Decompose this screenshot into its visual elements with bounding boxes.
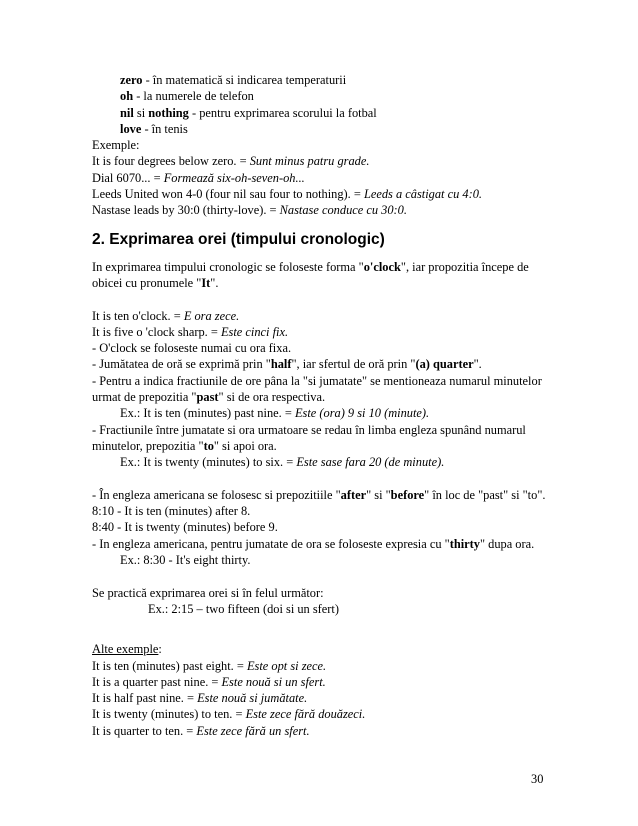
rule-bold: thirty [449, 536, 480, 551]
page-number: 30 [531, 772, 544, 786]
spacer [92, 617, 562, 641]
spacer [92, 568, 562, 584]
example-text: 8:30 - It's eight thirty. [143, 553, 251, 568]
rule-line [92, 536, 562, 552]
us-example: 8:40 - It is twenty (minutes) before 9. [92, 520, 278, 535]
intro-text: ". [210, 275, 219, 290]
rule-line: - O'clock se foloseste numai cu ora fixa. [92, 341, 292, 356]
example-line [92, 308, 562, 324]
term: love [120, 121, 142, 136]
section-heading: 2. Exprimarea orei (timpului cronologic) [92, 230, 385, 248]
example-text: 2:15 – two fifteen (doi si un sfert) [171, 601, 339, 616]
spacer [92, 471, 562, 487]
rule-text: - Pentru a indica fractiunile de ore pâna la "si jumatate" se mentioneaza numarul minutelor urmat de prepozitia " [92, 373, 542, 405]
rule-line [92, 356, 562, 372]
rule-text: " si apoi ora. [213, 438, 277, 453]
rule-bold: (a) quarter [415, 357, 474, 372]
example-ro: Sunt minus patru grade. [249, 154, 370, 169]
example-ro: E ora zece. [183, 308, 240, 323]
rule-text: - In engleza americana, pentru jumatate de ora se foloseste expresia cu " [92, 536, 450, 551]
example-line [92, 202, 562, 218]
list-item [120, 121, 562, 137]
intro-text: In exprimarea timpului cronologic se foloseste forma " [92, 259, 364, 274]
term-desc: - la numerele de telefon [133, 89, 254, 104]
example-line [92, 658, 562, 674]
term-conj: si [133, 105, 149, 120]
example-ro: Este nouă si jumătate. [197, 691, 308, 706]
example-en: It is ten o'clock. = [92, 308, 184, 323]
ex-label: Ex.: [120, 406, 144, 421]
term-desc: - în matematică si indicarea temperaturii [142, 73, 347, 87]
example-line [92, 405, 562, 421]
intro-bold: o'clock [363, 259, 401, 274]
example-en: It is ten (minutes) past nine. = [143, 406, 295, 421]
rule-paragraph [92, 487, 562, 503]
example-en: It is quarter to ten. = [92, 723, 197, 738]
term-desc: - pentru exprimarea scorului la fotbal [188, 105, 377, 120]
example-ro: Formează six-oh-seven-oh... [163, 170, 305, 185]
term: nothing [148, 105, 189, 120]
examples-label: Exemple: [92, 138, 140, 153]
example-en: Dial 6070... = [92, 170, 164, 185]
example-en: It is half past nine. = [92, 691, 198, 706]
term: oh [120, 89, 134, 104]
example-line [92, 601, 562, 617]
other-examples-heading [92, 641, 562, 657]
list-item [120, 105, 562, 121]
example-en: It is a quarter past nine. = [92, 674, 222, 689]
example-en: It is twenty (minutes) to six. = [143, 455, 297, 470]
rule-text: " dupa ora. [479, 536, 535, 551]
example-ro: Leeds a câstigat cu 4:0. [363, 187, 483, 202]
example-line [92, 723, 562, 739]
intro-bold: It [201, 275, 211, 290]
rule-text: " si " [366, 487, 391, 502]
rule-bold: to [203, 438, 214, 453]
rule-text: ". [473, 357, 482, 372]
number-words-list [92, 72, 562, 137]
us-example: 8:10 - It is ten (minutes) after 8. [92, 504, 251, 519]
rule-paragraph [92, 422, 562, 455]
rule-bold: past [196, 390, 219, 405]
rule-bold: after [340, 487, 367, 502]
example-line [92, 324, 562, 340]
rule-text: " si de ora respectiva. [218, 390, 326, 405]
rule-text: ", iar sfertul de oră prin " [291, 357, 416, 372]
intro-text: ", iar propozitia începe de obicei cu pronumele " [92, 259, 529, 290]
example-en: It is twenty (minutes) to ten. = [92, 707, 246, 722]
example-en: Leeds United won 4-0 (four nil sau four to nothing). = [92, 187, 364, 202]
example-ro: Este zece fără douăzeci. [245, 707, 366, 722]
list-item [120, 72, 562, 88]
other-colon: : [158, 642, 162, 657]
example-ro: Este (ora) 9 si 10 (minute). [294, 406, 430, 421]
example-line [92, 552, 562, 568]
example-ro: Nastase conduce cu 30:0. [279, 203, 407, 218]
list-item [120, 88, 562, 104]
example-ro: Este sase fara 20 (de minute). [296, 455, 445, 470]
example-en: Nastase leads by 30:0 (thirty-love). = [92, 203, 280, 218]
rule-text: - Fractiunile între jumatate si ora urmatoare se redau în limba engleza spunând numarul minutelor, prepozitia " [92, 422, 526, 453]
rule-bold: before [390, 487, 425, 502]
example-ro: Este zece fără un sfert. [196, 723, 310, 738]
intro-paragraph [92, 259, 562, 292]
ex-label: Ex.: [148, 601, 172, 616]
example-ro: Este nouă si un sfert. [221, 674, 326, 689]
rule-text: - În engleza americana se folosesc si prepozitiile " [92, 487, 341, 502]
document-page [92, 72, 562, 739]
example-line [92, 690, 562, 706]
example-en: It is four degrees below zero. = [92, 154, 250, 169]
rule-text: - Jumătatea de oră se exprimă prin " [92, 357, 271, 372]
term-desc: - în tenis [141, 121, 188, 136]
ex-label: Ex.: [120, 553, 144, 568]
example-line [92, 706, 562, 722]
example-ro: Este opt si zece. [246, 658, 327, 673]
example-line [92, 153, 562, 169]
example-line [92, 454, 562, 470]
rule-text: " în loc de "past" si "to". [424, 487, 546, 502]
rule-bold: half [270, 357, 292, 372]
term: zero [120, 73, 143, 87]
example-line [92, 674, 562, 690]
example-line [92, 186, 562, 202]
ex-label: Ex.: [120, 455, 144, 470]
example-line [92, 170, 562, 186]
spacer [92, 291, 562, 307]
example-ro: Este cinci fix. [220, 324, 289, 339]
rule-paragraph [92, 373, 562, 406]
other-label: Alte exemple [92, 642, 159, 657]
example-en: It is ten (minutes) past eight. = [92, 658, 247, 673]
practice-line: Se practică exprimarea orei si în felul următor: [92, 585, 324, 600]
term: nil [120, 105, 134, 120]
example-en: It is five o 'clock sharp. = [92, 324, 221, 339]
